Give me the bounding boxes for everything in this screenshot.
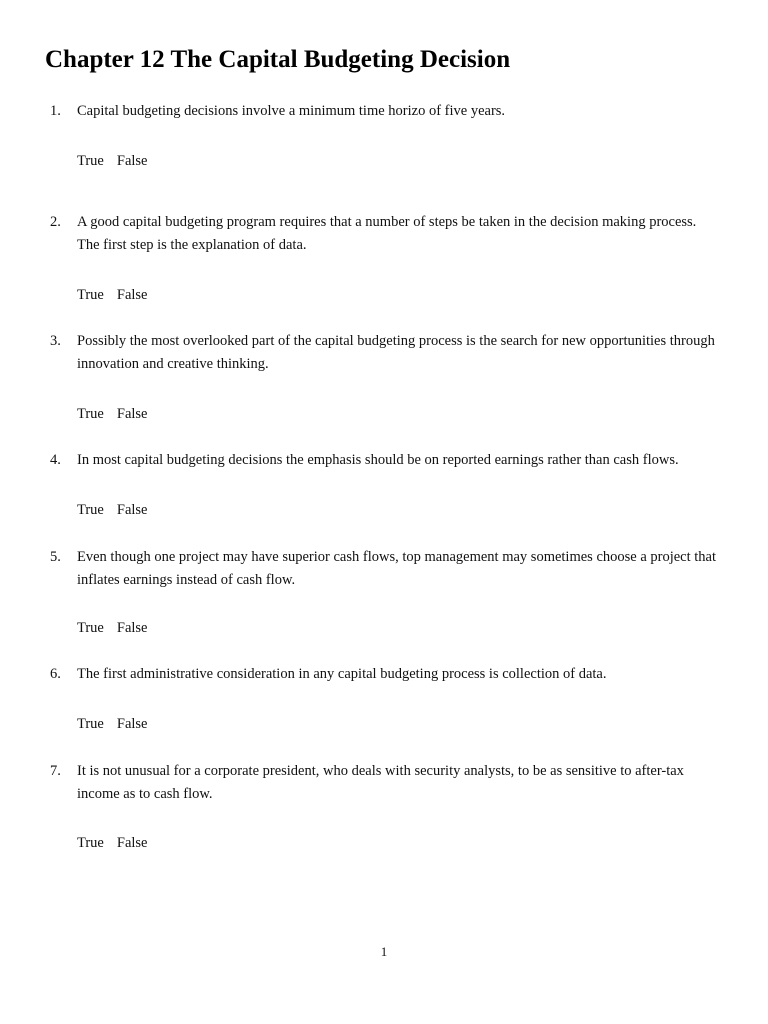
option-false: False	[116, 406, 148, 422]
question-number: 2.	[50, 214, 61, 230]
option-true: True	[77, 620, 104, 636]
option-true: True	[77, 716, 104, 732]
option-true: True	[77, 153, 104, 169]
answer-options	[77, 284, 147, 307]
answer-options	[77, 403, 147, 426]
answer-options	[77, 713, 147, 736]
question-text: In most capital budgeting decisions the emphasis should be on reported earnings rather than cash flows.	[77, 452, 679, 468]
option-false: False	[116, 835, 148, 851]
question-text: The first administrative consideration in any capital budgeting process is collection of data.	[77, 666, 607, 682]
option-true: True	[77, 287, 104, 303]
question-number: 6.	[50, 666, 61, 682]
answer-options	[77, 617, 147, 640]
option-true: True	[77, 406, 104, 422]
page-title: Chapter 12 The Capital Budgeting Decision	[45, 46, 511, 73]
question-text: A good capital budgeting program requires that a number of steps be taken in the decision making process. The first step is the explanation of data.	[77, 214, 697, 253]
question-number: 4.	[50, 452, 61, 468]
answer-options	[77, 499, 147, 522]
question-number: 7.	[50, 763, 61, 779]
question-text: Capital budgeting decisions involve a minimum time horizo of five years.	[77, 103, 506, 119]
option-false: False	[116, 287, 148, 303]
question-number: 1.	[50, 103, 61, 119]
answer-options	[77, 832, 147, 855]
option-true: True	[77, 502, 104, 518]
option-false: False	[116, 716, 148, 732]
option-true: True	[77, 835, 104, 851]
question-number: 5.	[50, 549, 61, 565]
option-false: False	[116, 153, 148, 169]
question-text: It is not unusual for a corporate president, who deals with security analysts, to be as sensitive to after-tax income as to cash flow.	[77, 763, 684, 802]
question-text: Possibly the most overlooked part of the capital budgeting process is the search for new opportunities through innovation and creative thinking.	[77, 333, 715, 372]
option-false: False	[116, 502, 148, 518]
question-number: 3.	[50, 333, 61, 349]
answer-options	[77, 150, 147, 173]
question-text: Even though one project may have superior cash flows, top management may sometimes choose a project that inflates earnings instead of cash flow.	[77, 549, 717, 588]
page-number: 1	[380, 944, 388, 959]
option-false: False	[116, 620, 148, 636]
